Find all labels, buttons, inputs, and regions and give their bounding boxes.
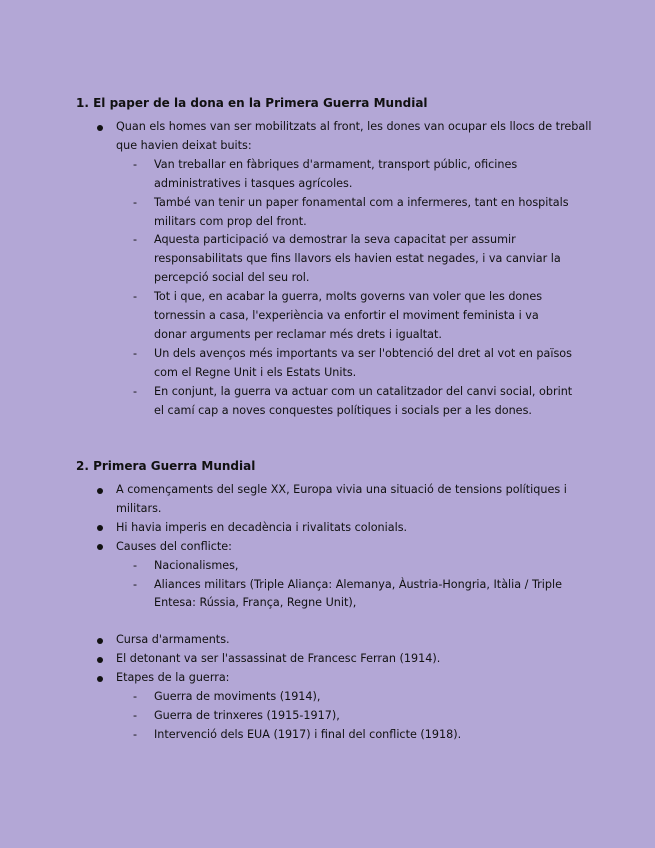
bullet-icon <box>97 676 103 682</box>
bullet-text: Quan els homes van ser mobilitzats al front, les dones van ocupar els llocs de treball que havien deixat buits: <box>116 120 592 152</box>
dash-item-text: Un dels avenços més importants va ser l'obtenció del dret al vot en països com el Regne Unit i els Estats Units. <box>154 346 572 379</box>
list-item <box>95 650 595 669</box>
bullet-icon <box>97 638 103 644</box>
dash-item-text: Intervenció dels EUA (1917) i final del conflicte (1918). <box>154 727 462 741</box>
list-item <box>133 156 573 194</box>
dash-icon: - <box>133 558 138 572</box>
stages-dash-list <box>133 688 573 745</box>
list-item <box>133 557 573 576</box>
dash-icon: - <box>133 346 138 360</box>
dash-icon: - <box>133 290 138 304</box>
dash-icon: - <box>133 195 138 209</box>
list-item <box>133 288 573 345</box>
list-item <box>95 538 595 614</box>
dash-item-text: Aliances militars (Triple Aliança: Alemanya, Àustria-Hongria, Itàlia / Triple Entesa: Rússia, França, Regne Unit), <box>154 577 562 610</box>
list-item <box>95 481 595 519</box>
bullet-text: Hi havia imperis en decadència i rivalitats colonials. <box>116 520 408 534</box>
dash-icon: - <box>133 577 138 591</box>
list-spacer <box>95 613 595 631</box>
bullet-icon <box>97 488 103 494</box>
list-item <box>133 345 573 383</box>
bullet-text: El detonant va ser l'assassinat de Francesc Ferran (1914). <box>116 652 441 666</box>
list-item <box>133 231 573 288</box>
bullet-text: Etapes de la guerra: <box>116 671 230 685</box>
list-item <box>133 688 573 707</box>
causes-dash-list <box>133 557 573 614</box>
bullet-text: Cursa d'armaments. <box>116 633 230 647</box>
section-2-bullet-list <box>95 481 595 745</box>
dash-icon: - <box>133 690 138 704</box>
bullet-icon <box>97 657 103 663</box>
dash-item-text: Nacionalismes, <box>154 558 239 572</box>
dash-item-text: Tot i que, en acabar la guerra, molts governs van voler que les dones tornessin a casa, l'experiència va enfortir el moviment feminista i va donar arguments per reclamar més drets i igualtat. <box>154 290 543 341</box>
list-item <box>133 194 573 232</box>
section-1-bullet-list <box>95 118 595 421</box>
dash-item-text: Guerra de trinxeres (1915-1917), <box>154 708 340 722</box>
list-item <box>133 576 573 614</box>
list-item <box>95 519 595 538</box>
bullet-icon <box>97 525 103 531</box>
dash-icon: - <box>133 384 138 398</box>
section-1-dash-list <box>133 156 573 421</box>
dash-icon: - <box>133 233 138 247</box>
dash-item-text: També van tenir un paper fonamental com a infermeres, tant en hospitals militars com prop del front. <box>154 195 569 228</box>
list-item <box>95 669 595 745</box>
bullet-text: A començaments del segle XX, Europa vivia una situació de tensions polítiques i militars. <box>116 483 567 515</box>
bullet-icon <box>97 125 103 131</box>
list-item <box>133 707 573 726</box>
list-item <box>95 118 595 421</box>
bullet-text: Causes del conflicte: <box>116 539 232 553</box>
list-item <box>133 383 573 421</box>
dash-icon: - <box>133 727 138 741</box>
bullet-icon <box>97 544 103 550</box>
list-item <box>95 631 595 650</box>
dash-item-text: En conjunt, la guerra va actuar com un catalitzador del canvi social, obrint el camí cap a noves conquestes polítiques i socials per a les dones. <box>154 384 573 417</box>
dash-item-text: Van treballar en fàbriques d'armament, transport públic, oficines administratives i tasques agrícoles. <box>154 157 518 190</box>
dash-item-text: Aquesta participació va demostrar la seva capacitat per assumir responsabilitats que fins llavors els havien estat negades, i va canviar la percepció social del seu rol. <box>154 233 561 285</box>
dash-icon: - <box>133 708 138 722</box>
section-1-title: 1. El paper de la dona en la Primera Guerra Mundial <box>76 96 428 110</box>
dash-item-text: Guerra de moviments (1914), <box>154 690 321 704</box>
list-item <box>133 726 573 745</box>
dash-icon: - <box>133 157 138 171</box>
section-2-title: 2. Primera Guerra Mundial <box>76 459 256 473</box>
